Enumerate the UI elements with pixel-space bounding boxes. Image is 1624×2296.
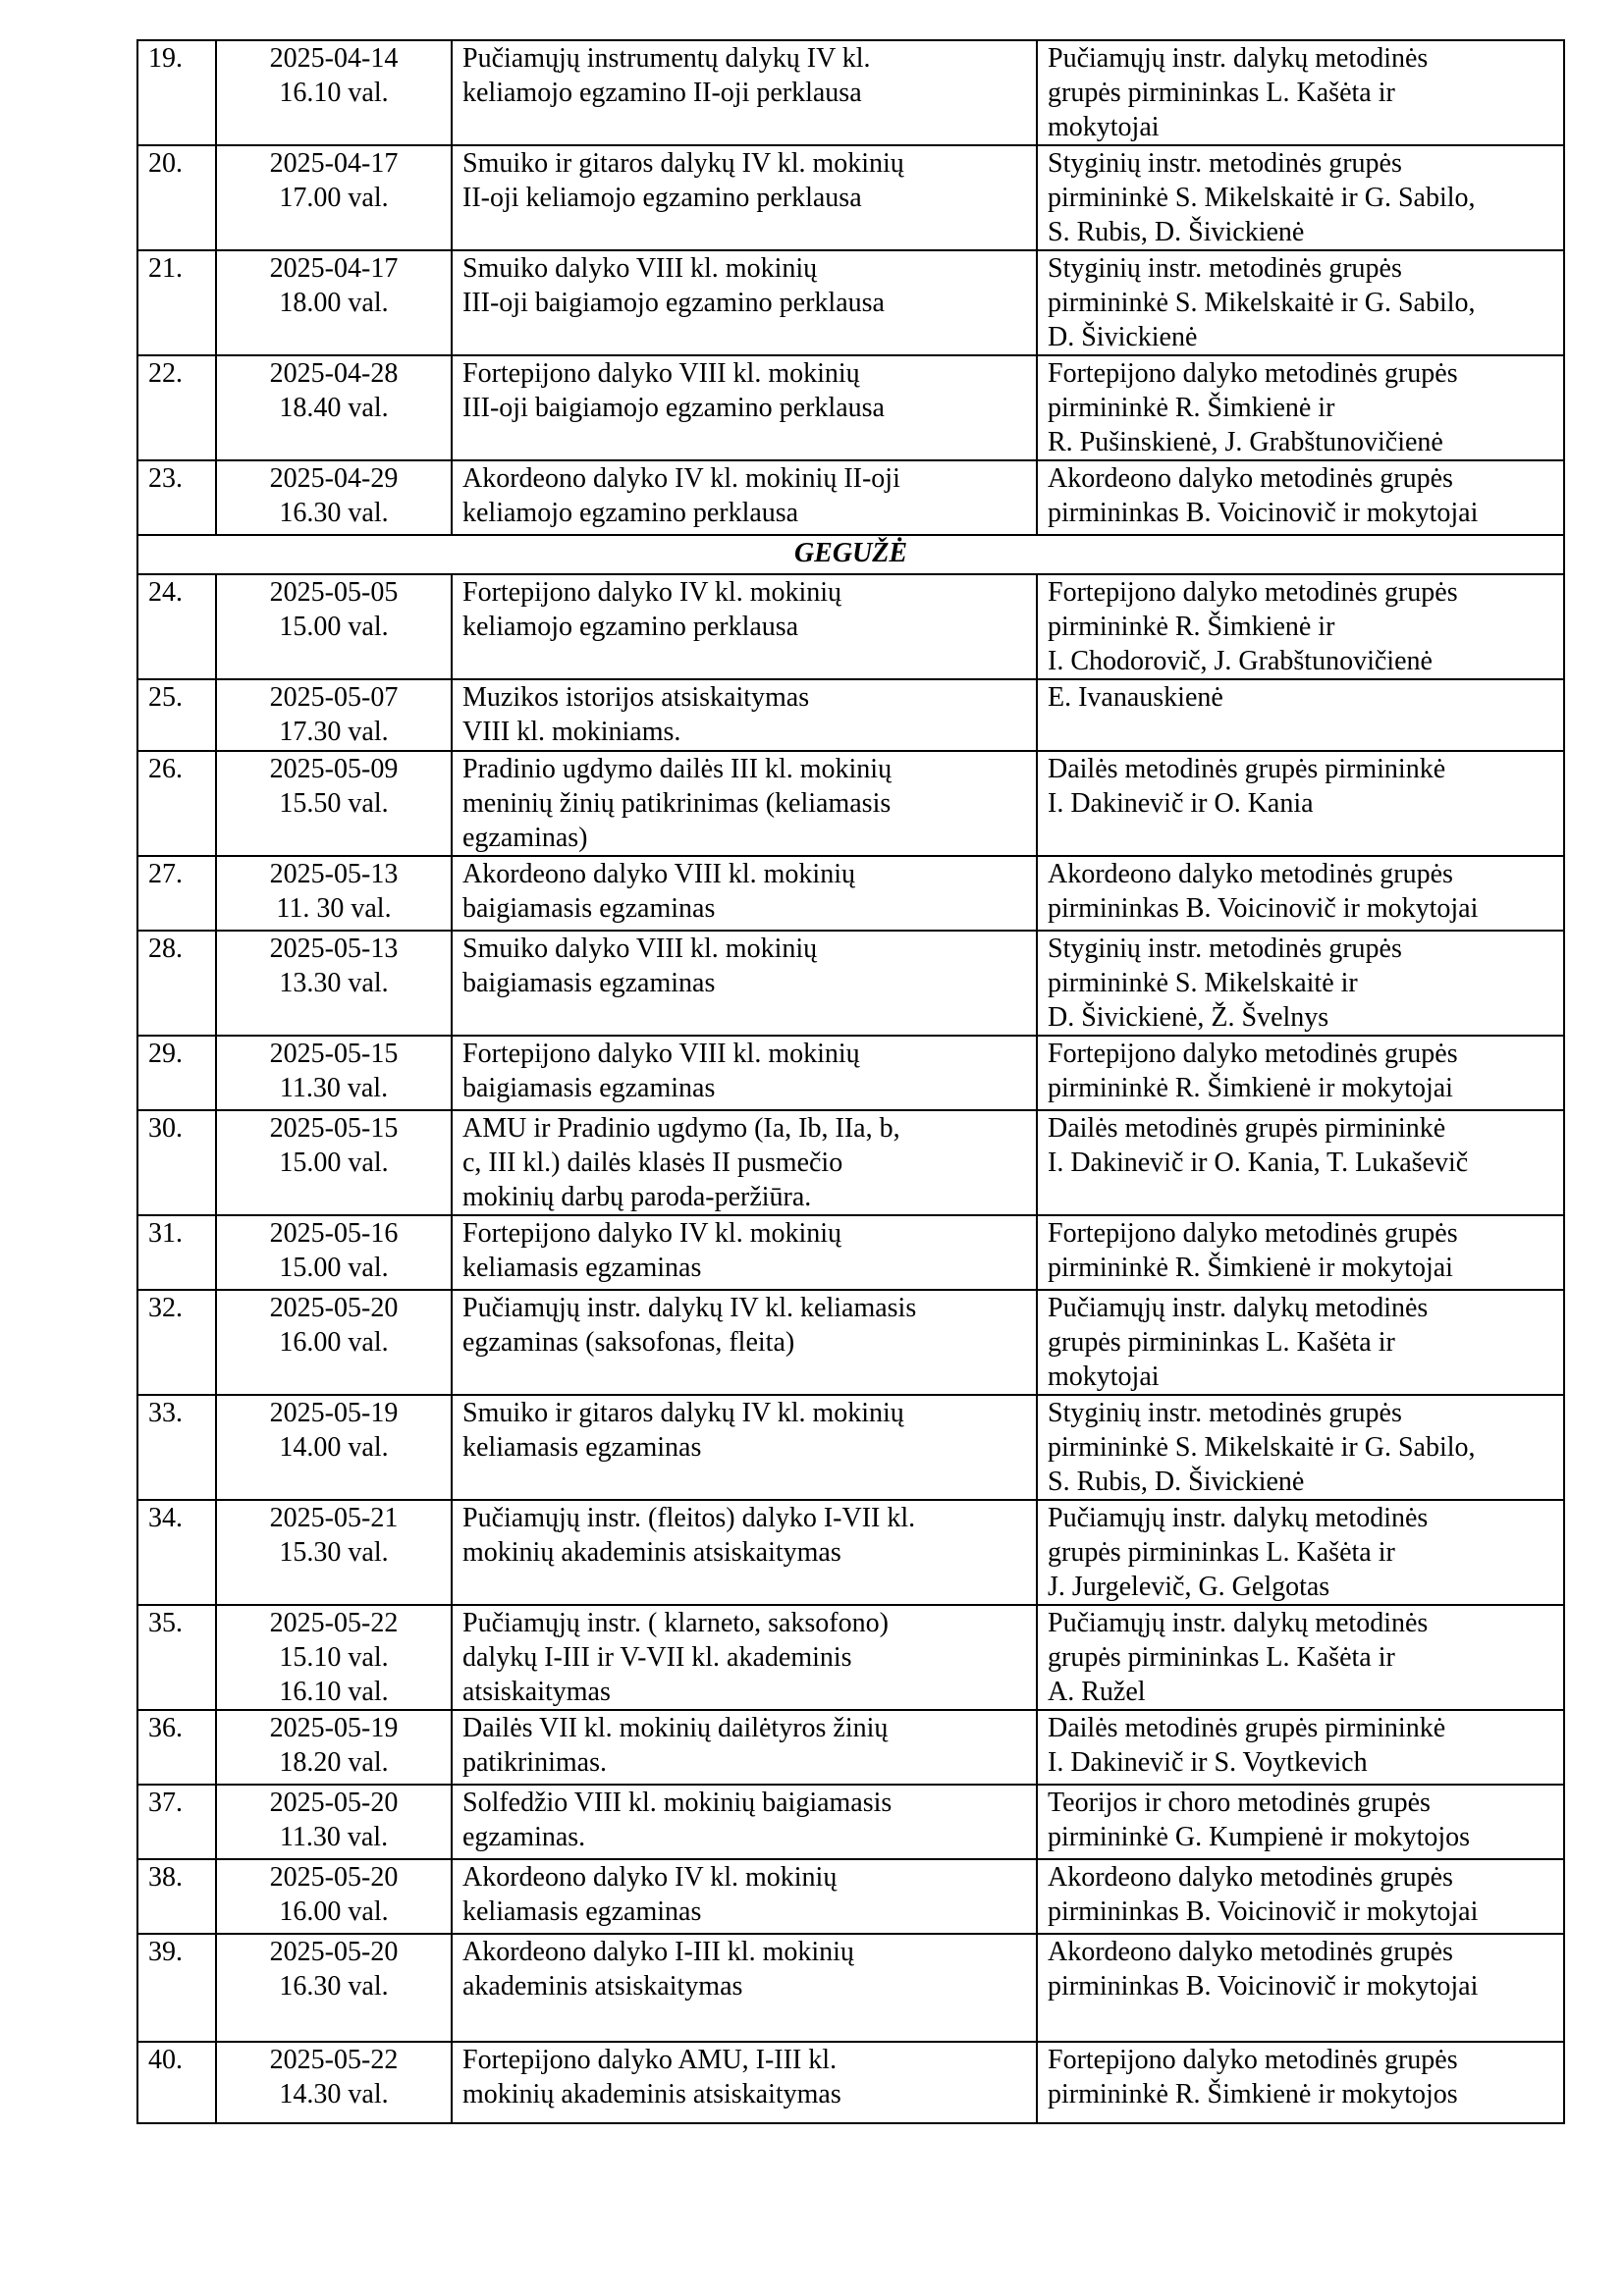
responsible-cell-line: Akordeono dalyko metodinės grupės — [1048, 463, 1453, 494]
responsible-cell — [1037, 1605, 1564, 1710]
event-cell — [452, 145, 1037, 250]
date-time-cell-line: 2025-05-16 — [269, 1218, 399, 1249]
responsible-cell-line: Pučiamųjų instr. dalykų metodinės — [1048, 43, 1429, 74]
event-cell-line: Fortepijono dalyko AMU, I-III kl. — [462, 2045, 838, 2075]
date-time-cell-line: 2025-05-20 — [269, 1937, 399, 1967]
responsible-cell-line: E. Ivanauskienė — [1048, 682, 1223, 713]
date-time-cell — [216, 1710, 452, 1785]
responsible-cell-line: pirmininkas B. Voicinovič ir mokytojai — [1048, 1971, 1479, 2002]
responsible-cell-line: grupės pirmininkas L. Kašėta ir — [1048, 1642, 1395, 1673]
event-cell — [452, 751, 1037, 856]
responsible-cell-line: grupės pirmininkas L. Kašėta ir — [1048, 1327, 1395, 1358]
date-time-cell-line: 2025-05-19 — [269, 1713, 399, 1743]
event-cell-line: Fortepijono dalyko VIII kl. mokinių — [462, 358, 860, 389]
responsible-cell-line: S. Rubis, D. Šivickienė — [1048, 217, 1305, 247]
responsible-cell-line: pirmininkas B. Voicinovič ir mokytojai — [1048, 498, 1479, 528]
responsible-cell — [1037, 1500, 1564, 1605]
event-cell-line: baigiamasis egzaminas — [462, 893, 716, 924]
responsible-cell-line: mokytojai — [1048, 112, 1160, 142]
event-cell — [452, 1934, 1037, 2042]
event-cell-line: Akordeono dalyko IV kl. mokinių II-oji — [462, 463, 900, 494]
date-time-cell — [216, 1859, 452, 1934]
responsible-cell-line: pirmininkas B. Voicinovič ir mokytojai — [1048, 1896, 1479, 1927]
responsible-cell-line: pirmininkė R. Šimkienė ir mokytojai — [1048, 1253, 1453, 1283]
responsible-cell — [1037, 145, 1564, 250]
event-cell-line: VIII kl. mokiniams. — [462, 717, 681, 747]
date-time-cell-line: 2025-05-15 — [269, 1039, 399, 1069]
responsible-cell-line: Styginių instr. metodinės grupės — [1048, 148, 1402, 179]
event-cell-line: meninių žinių patikrinimas (keliamasis — [462, 788, 892, 819]
responsible-cell-line: pirmininkė S. Mikelskaitė ir G. Sabilo, — [1048, 1432, 1476, 1463]
table-row — [137, 751, 1564, 856]
event-cell — [452, 856, 1037, 931]
row-number: 31. — [137, 1215, 216, 1290]
table-row — [137, 1036, 1564, 1110]
event-cell-line: Muzikos istorijos atsiskaitymas — [462, 682, 810, 713]
event-cell-line: Fortepijono dalyko IV kl. mokinių — [462, 1218, 842, 1249]
table-row — [137, 40, 1564, 145]
event-cell — [452, 574, 1037, 679]
row-number: 38. — [137, 1859, 216, 1934]
date-time-cell-line: 15.00 val. — [279, 1148, 389, 1178]
date-time-cell-line: 18.40 val. — [279, 393, 389, 423]
responsible-cell — [1037, 931, 1564, 1036]
date-time-cell — [216, 931, 452, 1036]
responsible-cell-line: Dailės metodinės grupės pirmininkė — [1048, 1113, 1446, 1144]
event-cell-line: AMU ir Pradinio ugdymo (Ia, Ib, IIa, b, — [462, 1113, 900, 1144]
event-cell-line: baigiamasis egzaminas — [462, 1073, 716, 1103]
responsible-cell-line: Styginių instr. metodinės grupės — [1048, 934, 1402, 964]
event-cell-line: baigiamasis egzaminas — [462, 968, 716, 998]
table-row — [137, 1785, 1564, 1859]
responsible-cell — [1037, 1710, 1564, 1785]
responsible-cell-line: Akordeono dalyko metodinės grupės — [1048, 859, 1453, 889]
table-row — [137, 460, 1564, 535]
event-cell — [452, 250, 1037, 355]
date-time-cell-line: 15.00 val. — [279, 1253, 389, 1283]
date-time-cell — [216, 2042, 452, 2123]
table-row — [137, 1215, 1564, 1290]
event-cell — [452, 355, 1037, 460]
event-cell-line: Pučiamųjų instr. dalykų IV kl. keliamasis — [462, 1293, 917, 1323]
event-cell-line: mokinių akademinis atsiskaitymas — [462, 1537, 841, 1568]
date-time-cell-line: 2025-05-21 — [269, 1503, 399, 1533]
responsible-cell-line: pirmininkė R. Šimkienė ir mokytojai — [1048, 1073, 1453, 1103]
row-number: 37. — [137, 1785, 216, 1859]
responsible-cell — [1037, 460, 1564, 535]
row-number: 28. — [137, 931, 216, 1036]
responsible-cell-line: Pučiamųjų instr. dalykų metodinės — [1048, 1608, 1429, 1638]
schedule-table — [136, 39, 1565, 2124]
responsible-cell-line: pirmininkė G. Kumpienė ir mokytojos — [1048, 1822, 1471, 1852]
event-cell-line: III-oji baigiamojo egzamino perklausa — [462, 393, 885, 423]
month-label: GEGUŽĖ — [137, 535, 1564, 574]
event-cell — [452, 40, 1037, 145]
date-time-cell — [216, 679, 452, 751]
event-cell-line: Smuiko dalyko VIII kl. mokinių — [462, 253, 818, 284]
responsible-cell — [1037, 1785, 1564, 1859]
date-time-cell-line: 2025-05-15 — [269, 1113, 399, 1144]
responsible-cell-line: Dailės metodinės grupės pirmininkė — [1048, 1713, 1446, 1743]
event-cell-line: Fortepijono dalyko VIII kl. mokinių — [462, 1039, 860, 1069]
event-cell — [452, 679, 1037, 751]
responsible-cell — [1037, 355, 1564, 460]
date-time-cell-line: 11.30 val. — [279, 1822, 389, 1852]
event-cell-line: Akordeono dalyko I-III kl. mokinių — [462, 1937, 854, 1967]
responsible-cell — [1037, 40, 1564, 145]
event-cell-line: Solfedžio VIII kl. mokinių baigiamasis — [462, 1788, 893, 1818]
responsible-cell-line: J. Jurgelevič, G. Gelgotas — [1048, 1572, 1330, 1602]
table-row — [137, 1859, 1564, 1934]
date-time-cell — [216, 250, 452, 355]
event-cell-line: egzaminas) — [462, 823, 588, 853]
responsible-cell-line: D. Šivickienė — [1048, 322, 1198, 352]
date-time-cell-line: 2025-05-20 — [269, 1862, 399, 1893]
responsible-cell — [1037, 856, 1564, 931]
event-cell-line: egzaminas. — [462, 1822, 586, 1852]
date-time-cell — [216, 1934, 452, 2042]
date-time-cell-line: 16.00 val. — [279, 1896, 389, 1927]
responsible-cell-line: Akordeono dalyko metodinės grupės — [1048, 1862, 1453, 1893]
responsible-cell — [1037, 1215, 1564, 1290]
row-number: 33. — [137, 1395, 216, 1500]
table-row — [137, 1710, 1564, 1785]
event-cell — [452, 1710, 1037, 1785]
event-cell-line: Pradinio ugdymo dailės III kl. mokinių — [462, 754, 893, 784]
table-row — [137, 574, 1564, 679]
row-number: 27. — [137, 856, 216, 931]
date-time-cell — [216, 1500, 452, 1605]
event-cell — [452, 1500, 1037, 1605]
event-cell-line: keliamojo egzamino perklausa — [462, 612, 799, 642]
event-cell-line: keliamojo egzamino II-oji perklausa — [462, 78, 862, 108]
row-number: 24. — [137, 574, 216, 679]
date-time-cell-line: 2025-05-20 — [269, 1293, 399, 1323]
date-time-cell — [216, 856, 452, 931]
responsible-cell — [1037, 751, 1564, 856]
date-time-cell-line: 15.10 val. — [279, 1642, 389, 1673]
event-cell-line: Pučiamųjų instrumentų dalykų IV kl. — [462, 43, 871, 74]
responsible-cell-line: Pučiamųjų instr. dalykų metodinės — [1048, 1503, 1429, 1533]
responsible-cell-line: pirmininkė R. Šimkienė ir — [1048, 612, 1335, 642]
responsible-cell-line: mokytojai — [1048, 1362, 1160, 1392]
responsible-cell — [1037, 679, 1564, 751]
row-number: 19. — [137, 40, 216, 145]
row-number: 22. — [137, 355, 216, 460]
date-time-cell-line: 2025-04-28 — [269, 358, 399, 389]
responsible-cell-line: pirmininkė S. Mikelskaitė ir G. Sabilo, — [1048, 183, 1476, 213]
responsible-cell-line: Fortepijono dalyko metodinės grupės — [1048, 1218, 1458, 1249]
event-cell-line: III-oji baigiamojo egzamino perklausa — [462, 288, 885, 318]
responsible-cell-line: grupės pirmininkas L. Kašėta ir — [1048, 1537, 1395, 1568]
event-cell — [452, 1290, 1037, 1395]
responsible-cell-line: Teorijos ir choro metodinės grupės — [1048, 1788, 1431, 1818]
table-row — [137, 145, 1564, 250]
event-cell — [452, 1785, 1037, 1859]
responsible-cell-line: Fortepijono dalyko metodinės grupės — [1048, 2045, 1458, 2075]
date-time-cell — [216, 355, 452, 460]
responsible-cell — [1037, 1290, 1564, 1395]
date-time-cell-line: 2025-05-20 — [269, 1788, 399, 1818]
event-cell — [452, 460, 1037, 535]
row-number: 23. — [137, 460, 216, 535]
responsible-cell-line: Fortepijono dalyko metodinės grupės — [1048, 1039, 1458, 1069]
responsible-cell-line: Styginių instr. metodinės grupės — [1048, 1398, 1402, 1428]
responsible-cell — [1037, 1110, 1564, 1215]
event-cell — [452, 1605, 1037, 1710]
responsible-cell-line: pirmininkė S. Mikelskaitė ir — [1048, 968, 1358, 998]
date-time-cell-line: 14.00 val. — [279, 1432, 389, 1463]
event-cell-line: Pučiamųjų instr. (fleitos) dalyko I-VII kl. — [462, 1503, 916, 1533]
date-time-cell-line: 16.10 val. — [279, 1677, 389, 1707]
row-number: 39. — [137, 1934, 216, 2042]
responsible-cell-line: grupės pirmininkas L. Kašėta ir — [1048, 78, 1395, 108]
date-time-cell — [216, 751, 452, 856]
responsible-cell-line: D. Šivickienė, Ž. Švelnys — [1048, 1002, 1329, 1033]
event-cell-line: II-oji keliamojo egzamino perklausa — [462, 183, 862, 213]
event-cell-line: Dailės VII kl. mokinių dailėtyros žinių — [462, 1713, 889, 1743]
responsible-cell-line: Dailės metodinės grupės pirmininkė — [1048, 754, 1446, 784]
table-row — [137, 1500, 1564, 1605]
row-number: 25. — [137, 679, 216, 751]
table-row — [137, 856, 1564, 931]
responsible-cell-line: S. Rubis, D. Šivickienė — [1048, 1467, 1305, 1497]
responsible-cell-line: R. Pušinskienė, J. Grabštunovičienė — [1048, 427, 1443, 457]
event-cell-line: Fortepijono dalyko IV kl. mokinių — [462, 577, 842, 608]
responsible-cell-line: I. Dakinevič ir O. Kania, T. Lukaševič — [1048, 1148, 1469, 1178]
row-number: 40. — [137, 2042, 216, 2123]
table-row — [137, 1395, 1564, 1500]
date-time-cell-line: 15.00 val. — [279, 612, 389, 642]
date-time-cell-line: 16.30 val. — [279, 1971, 389, 2002]
event-cell-line: keliamasis egzaminas — [462, 1253, 702, 1283]
responsible-cell — [1037, 2042, 1564, 2123]
date-time-cell-line: 2025-05-13 — [269, 934, 399, 964]
date-time-cell-line: 2025-04-17 — [269, 253, 399, 284]
table-row — [137, 355, 1564, 460]
date-time-cell-line: 16.00 val. — [279, 1327, 389, 1358]
event-cell-line: patikrinimas. — [462, 1747, 607, 1778]
row-number: 21. — [137, 250, 216, 355]
row-number: 36. — [137, 1710, 216, 1785]
responsible-cell-line: I. Dakinevič ir S. Voytkevich — [1048, 1747, 1368, 1778]
event-cell-line: Pučiamųjų instr. ( klarneto, saksofono) — [462, 1608, 889, 1638]
date-time-cell — [216, 145, 452, 250]
event-cell-line: keliamasis egzaminas — [462, 1432, 702, 1463]
date-time-cell — [216, 40, 452, 145]
date-time-cell-line: 18.00 val. — [279, 288, 389, 318]
row-number: 34. — [137, 1500, 216, 1605]
responsible-cell-line: Fortepijono dalyko metodinės grupės — [1048, 358, 1458, 389]
responsible-cell-line: pirmininkė S. Mikelskaitė ir G. Sabilo, — [1048, 288, 1476, 318]
month-header-row — [137, 535, 1564, 574]
table-row — [137, 250, 1564, 355]
table-row — [137, 1605, 1564, 1710]
date-time-cell-line: 2025-05-19 — [269, 1398, 399, 1428]
responsible-cell-line: pirmininkas B. Voicinovič ir mokytojai — [1048, 893, 1479, 924]
event-cell-line: Akordeono dalyko VIII kl. mokinių — [462, 859, 855, 889]
row-number: 32. — [137, 1290, 216, 1395]
event-cell-line: egzaminas (saksofonas, fleita) — [462, 1327, 795, 1358]
date-time-cell-line: 2025-04-17 — [269, 148, 399, 179]
date-time-cell-line: 14.30 val. — [279, 2079, 389, 2109]
event-cell — [452, 2042, 1037, 2123]
event-cell-line: Smuiko ir gitaros dalykų IV kl. mokinių — [462, 1398, 904, 1428]
event-cell — [452, 1215, 1037, 1290]
date-time-cell-line: 11. 30 val. — [276, 893, 392, 924]
date-time-cell-line: 2025-05-07 — [269, 682, 399, 713]
event-cell-line: mokinių akademinis atsiskaitymas — [462, 2079, 841, 2109]
event-cell-line: keliamasis egzaminas — [462, 1896, 702, 1927]
date-time-cell-line: 2025-04-14 — [269, 43, 399, 74]
date-time-cell-line: 17.30 val. — [279, 717, 389, 747]
row-number: 35. — [137, 1605, 216, 1710]
date-time-cell-line: 18.20 val. — [279, 1747, 389, 1778]
event-cell — [452, 1395, 1037, 1500]
date-time-cell — [216, 1215, 452, 1290]
date-time-cell-line: 2025-05-13 — [269, 859, 399, 889]
event-cell — [452, 1110, 1037, 1215]
date-time-cell-line: 13.30 val. — [279, 968, 389, 998]
responsible-cell — [1037, 1395, 1564, 1500]
date-time-cell-line: 11.30 val. — [279, 1073, 389, 1103]
date-time-cell — [216, 1605, 452, 1710]
event-cell-line: Smuiko dalyko VIII kl. mokinių — [462, 934, 818, 964]
date-time-cell — [216, 1395, 452, 1500]
event-cell-line: mokinių darbų paroda-peržiūra. — [462, 1182, 812, 1212]
responsible-cell-line: I. Chodorovič, J. Grabštunovičienė — [1048, 646, 1433, 676]
date-time-cell-line: 2025-05-05 — [269, 577, 399, 608]
date-time-cell — [216, 1785, 452, 1859]
responsible-cell-line: pirmininkė R. Šimkienė ir mokytojos — [1048, 2079, 1458, 2109]
responsible-cell — [1037, 1859, 1564, 1934]
date-time-cell-line: 17.00 val. — [279, 183, 389, 213]
table-row — [137, 1934, 1564, 2042]
responsible-cell — [1037, 1036, 1564, 1110]
date-time-cell — [216, 1290, 452, 1395]
date-time-cell-line: 15.50 val. — [279, 788, 389, 819]
event-cell-line: c, III kl.) dailės klasės II pusmečio — [462, 1148, 843, 1178]
date-time-cell — [216, 460, 452, 535]
table-row — [137, 931, 1564, 1036]
date-time-cell — [216, 574, 452, 679]
table-row — [137, 679, 1564, 751]
table-row — [137, 2042, 1564, 2123]
responsible-cell-line: A. Ružel — [1048, 1677, 1146, 1707]
date-time-cell-line: 2025-05-22 — [269, 2045, 399, 2075]
row-number: 29. — [137, 1036, 216, 1110]
responsible-cell-line: pirmininkė R. Šimkienė ir — [1048, 393, 1335, 423]
date-time-cell — [216, 1036, 452, 1110]
event-cell-line: atsiskaitymas — [462, 1677, 611, 1707]
responsible-cell-line: I. Dakinevič ir O. Kania — [1048, 788, 1314, 819]
table-row — [137, 1110, 1564, 1215]
event-cell — [452, 931, 1037, 1036]
date-time-cell-line: 2025-05-09 — [269, 754, 399, 784]
responsible-cell-line: Akordeono dalyko metodinės grupės — [1048, 1937, 1453, 1967]
table-row — [137, 1290, 1564, 1395]
event-cell-line: akademinis atsiskaitymas — [462, 1971, 743, 2002]
responsible-cell-line: Pučiamųjų instr. dalykų metodinės — [1048, 1293, 1429, 1323]
event-cell-line: Smuiko ir gitaros dalykų IV kl. mokinių — [462, 148, 904, 179]
event-cell — [452, 1036, 1037, 1110]
responsible-cell-line: Styginių instr. metodinės grupės — [1048, 253, 1402, 284]
responsible-cell — [1037, 1934, 1564, 2042]
responsible-cell — [1037, 250, 1564, 355]
event-cell-line: Akordeono dalyko IV kl. mokinių — [462, 1862, 838, 1893]
date-time-cell-line: 2025-04-29 — [269, 463, 399, 494]
date-time-cell-line: 2025-05-22 — [269, 1608, 399, 1638]
event-cell — [452, 1859, 1037, 1934]
row-number: 26. — [137, 751, 216, 856]
responsible-cell — [1037, 574, 1564, 679]
responsible-cell-line: Fortepijono dalyko metodinės grupės — [1048, 577, 1458, 608]
row-number: 20. — [137, 145, 216, 250]
date-time-cell-line: 15.30 val. — [279, 1537, 389, 1568]
event-cell-line: keliamojo egzamino perklausa — [462, 498, 799, 528]
date-time-cell-line: 16.10 val. — [279, 78, 389, 108]
row-number: 30. — [137, 1110, 216, 1215]
date-time-cell-line: 16.30 val. — [279, 498, 389, 528]
event-cell-line: dalykų I-III ir V-VII kl. akademinis — [462, 1642, 852, 1673]
date-time-cell — [216, 1110, 452, 1215]
